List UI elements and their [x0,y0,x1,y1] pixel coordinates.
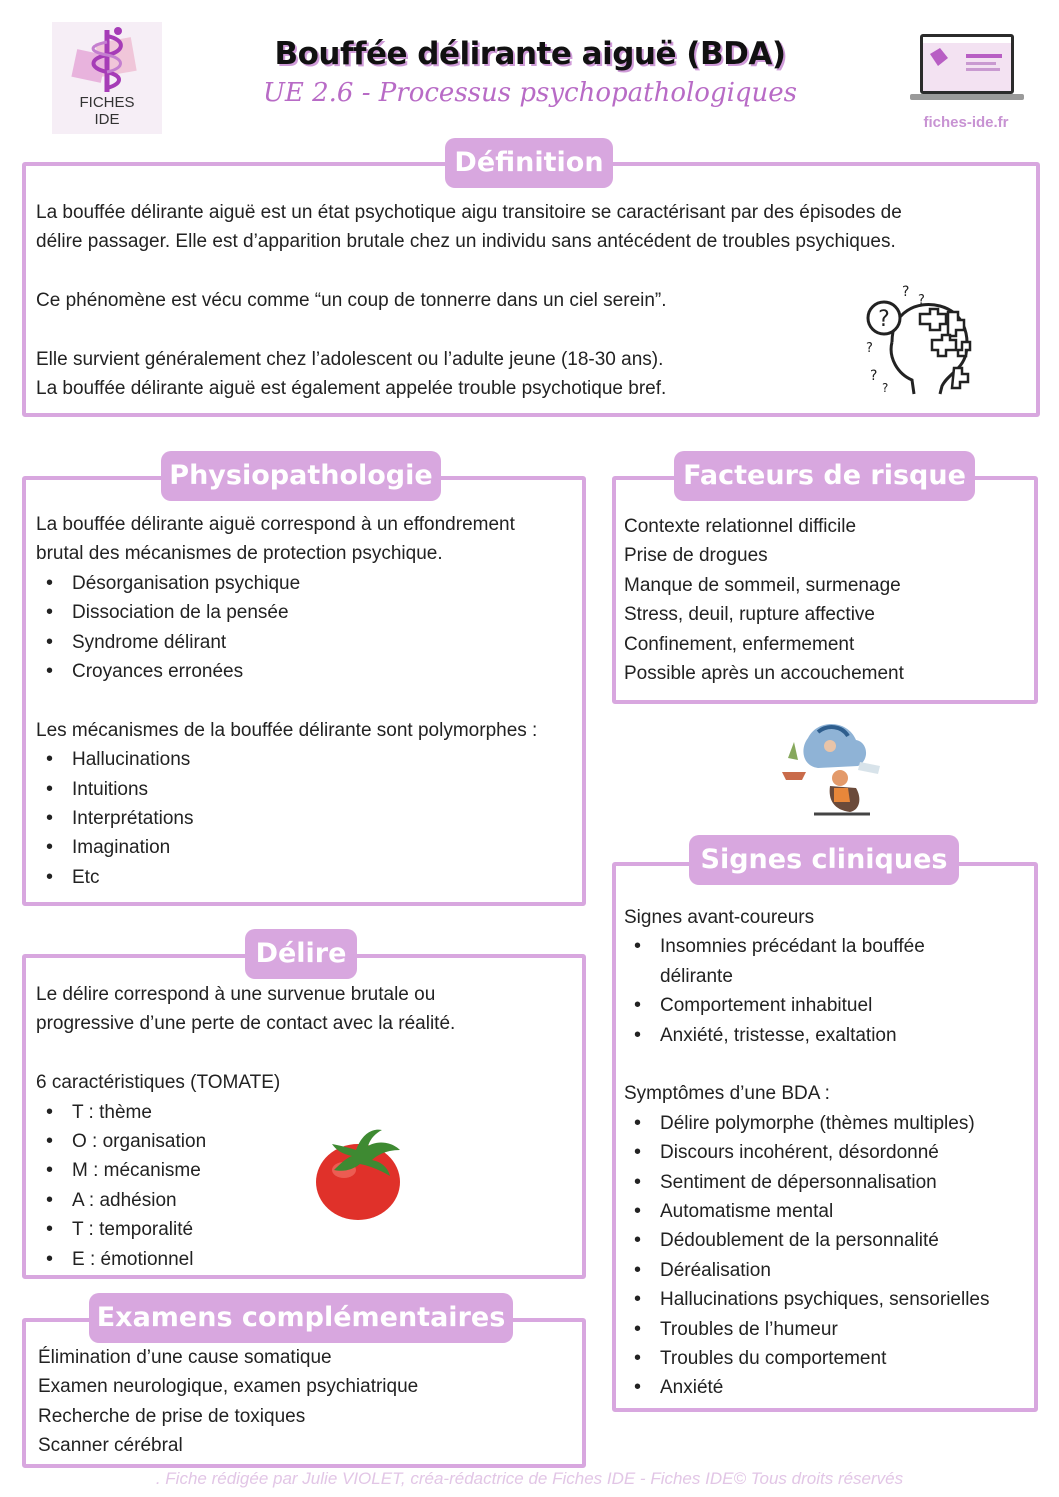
definition-title: Définition [445,138,613,188]
list-item: Élimination d’une cause somatique [38,1347,332,1368]
list-item: Prise de drogues [624,545,768,567]
signs-title: Signes cliniques [689,835,959,885]
svg-text:?: ? [918,293,925,308]
list-item: Stress, deuil, rupture affective [624,604,875,626]
list-item: • Déréalisation [624,1256,1030,1285]
list-item: • Anxiété, tristesse, exaltation [624,1021,1030,1050]
list-item: • Hallucinations psychiques, sensorielles [624,1285,1030,1314]
page-subtitle: UE 2.6 - Processus psychopathologiques [262,78,798,108]
logo-text [52,94,162,128]
list-item: • E : émotionnel [36,1245,576,1274]
tomato-icon [312,1124,412,1224]
risk-text [624,512,1034,688]
page-title: Bouffée délirante aiguë (BDA) [274,36,786,72]
signs-list [624,932,1030,1050]
delire-intro2: 6 caractéristiques (TOMATE) [36,1072,281,1094]
list-item: • Croyances erronées [36,657,584,686]
list-item: • Syndrome délirant [36,628,584,657]
logo [52,22,162,134]
logo-line-2: IDE [94,111,120,128]
head-question-puzzle-icon [862,282,982,400]
physio-intro2: Les mécanismes de la bouffée délirante sont polymorphes : [36,719,538,741]
definition-line: délire passager. Elle est d’apparition brutale chez un individu sans antécédent de troubles psychiques. [36,231,896,253]
list-item: Examen neurologique, examen psychiatrique [38,1376,419,1398]
list-item: • Interprétations [36,804,584,833]
list-item: • M : mécanisme [36,1156,576,1185]
list-item: • Hallucinations [36,745,584,774]
definition-line: Elle survient généralement chez l’adolescent ou l’adulte jeune (18-30 ans). [36,349,664,370]
delire-intro-line: Le délire correspond à une survenue brutale ou [36,984,436,1005]
signs-list-2 [624,1109,1030,1403]
list-item: • Troubles de l’humeur [624,1315,1030,1344]
list-item: • T : thème [36,1098,576,1127]
logo-line-1: FICHES [79,94,135,111]
list-item: • O : organisation [36,1127,576,1156]
list-item: • Sentiment de dépersonnalisation [624,1168,1030,1197]
laptop-icon [908,32,1026,102]
svg-text:?: ? [870,368,878,384]
physio-title: Physiopathologie [161,451,441,501]
delire-intro-line: progressive d’une perte de contact avec la réalité. [36,1013,456,1035]
person-dreaming-illustration [778,718,888,818]
exams-title: Examens complémentaires [89,1293,513,1343]
physio-list [36,569,584,687]
list-item: • Désorganisation psychique [36,569,584,598]
list-item: • Imagination [36,833,584,862]
list-item: Manque de sommeil, surmenage [624,574,901,596]
exams-text [38,1343,578,1461]
footer-credit: . Fiche rédigée par Julie VIOLET, créa-rédactrice de Fiches IDE - Fiches IDE© Tous droits réservés [155,1469,904,1488]
signs-text [624,903,1030,1403]
list-item: • Dissociation de la pensée [36,598,584,627]
physio-list-2 [36,745,584,892]
list-item: • Insomnies précédant la bouffée délirante [624,932,954,991]
physio-intro-line: brutal des mécanismes de protection psychique. [36,543,443,565]
definition-line: La bouffée délirante aiguë est un état psychotique aigu transitoire se caractérisant par des épisodes de [36,202,902,223]
signs-intro: Signes avant-coureurs [624,907,815,928]
list-item: Scanner cérébral [38,1435,183,1457]
svg-text:?: ? [866,341,873,356]
list-item: • Automatisme mental [624,1197,1030,1226]
list-item: Possible après un accouchement [624,663,904,685]
list-item: • A : adhésion [36,1186,576,1215]
risk-title: Facteurs de risque [674,451,975,501]
list-item: • T : temporalité [36,1215,576,1244]
list-item: • Anxiété [624,1373,1030,1402]
list-item: • Etc [36,863,584,892]
list-item: Confinement, enfermement [624,633,855,655]
delire-title: Délire [245,929,357,979]
svg-text:?: ? [902,284,910,300]
list-item: • Troubles du comportement [624,1344,1030,1373]
list-item: • Intuitions [36,775,584,804]
list-item: • Délire polymorphe (thèmes multiples) [624,1109,1030,1138]
list-item: Recherche de prise de toxiques [38,1405,306,1427]
delire-text [36,980,576,1274]
list-item: • Discours incohérent, désordonné [624,1138,1030,1167]
list-item: Contexte relationnel difficile [624,516,857,537]
definition-line: La bouffée délirante aiguë est également appelée trouble psychotique bref. [36,378,667,400]
physio-text [36,510,584,892]
signs-intro2: Symptômes d’une BDA : [624,1083,830,1105]
svg-text:?: ? [882,381,889,395]
svg-text:?: ? [878,307,890,332]
physio-intro-line: La bouffée délirante aiguë correspond à un effondrement [36,514,515,535]
site-url[interactable]: fiches-ide.fr [923,114,1009,131]
definition-line: Ce phénomène est vécu comme “un coup de tonnerre dans un ciel serein”. [36,290,667,312]
list-item: • Dédoublement de la personnalité [624,1226,1030,1255]
list-item: • Comportement inhabituel [624,991,1030,1020]
delire-list [36,1098,576,1274]
caduceus-icon [52,22,162,94]
